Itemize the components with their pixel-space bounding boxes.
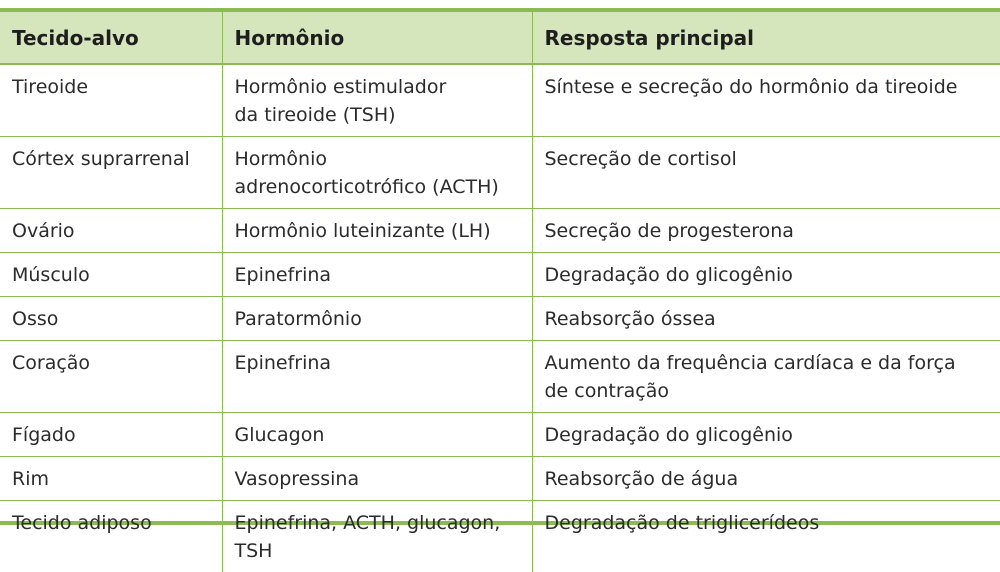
cell-main-response: Degradação do glicogênio xyxy=(532,253,1000,297)
cell-main-response: Síntese e secreção do hormônio da tireoide xyxy=(532,64,1000,137)
table-body xyxy=(0,64,1000,572)
cell-target-tissue: Coração xyxy=(0,341,222,413)
table-row xyxy=(0,297,1000,341)
table-row xyxy=(0,64,1000,137)
cell-main-response: Degradação de triglicerídeos xyxy=(532,501,1000,572)
hormone-response-table xyxy=(0,12,1000,572)
cell-target-tissue: Osso xyxy=(0,297,222,341)
cell-main-response: Reabsorção de água xyxy=(532,457,1000,501)
cell-hormone: Hormônio adrenocorticotrófico (ACTH) xyxy=(222,137,532,209)
cell-hormone: Paratormônio xyxy=(222,297,532,341)
cell-target-tissue: Fígado xyxy=(0,413,222,457)
table-row xyxy=(0,341,1000,413)
cell-hormone: Vasopressina xyxy=(222,457,532,501)
table-row xyxy=(0,413,1000,457)
cell-hormone: Epinefrina xyxy=(222,253,532,297)
cell-main-response: Secreção de progesterona xyxy=(532,209,1000,253)
table-row xyxy=(0,457,1000,501)
table-row xyxy=(0,253,1000,297)
cell-target-tissue: Músculo xyxy=(0,253,222,297)
table-row xyxy=(0,137,1000,209)
cell-hormone: Glucagon xyxy=(222,413,532,457)
cell-target-tissue: Tecido adiposo xyxy=(0,501,222,572)
hormone-table-container xyxy=(0,8,1000,525)
table-row xyxy=(0,501,1000,572)
cell-hormone: Hormônio estimulador da tireoide (TSH) xyxy=(222,64,532,137)
cell-target-tissue: Córtex suprarrenal xyxy=(0,137,222,209)
cell-main-response: Degradação do glicogênio xyxy=(532,413,1000,457)
cell-target-tissue: Ovário xyxy=(0,209,222,253)
cell-target-tissue: Tireoide xyxy=(0,64,222,137)
cell-main-response: Secreção de cortisol xyxy=(532,137,1000,209)
table-header xyxy=(0,12,1000,64)
cell-hormone: Epinefrina, ACTH, glucagon, TSH xyxy=(222,501,532,572)
table-header-row xyxy=(0,12,1000,64)
cell-hormone: Epinefrina xyxy=(222,341,532,413)
header-target-tissue: Tecido-alvo xyxy=(0,12,222,64)
table-row xyxy=(0,209,1000,253)
cell-hormone: Hormônio luteinizante (LH) xyxy=(222,209,532,253)
cell-main-response: Aumento da frequência cardíaca e da força de contração xyxy=(532,341,1000,413)
header-hormone: Hormônio xyxy=(222,12,532,64)
cell-main-response: Reabsorção óssea xyxy=(532,297,1000,341)
cell-target-tissue: Rim xyxy=(0,457,222,501)
header-main-response: Resposta principal xyxy=(532,12,1000,64)
